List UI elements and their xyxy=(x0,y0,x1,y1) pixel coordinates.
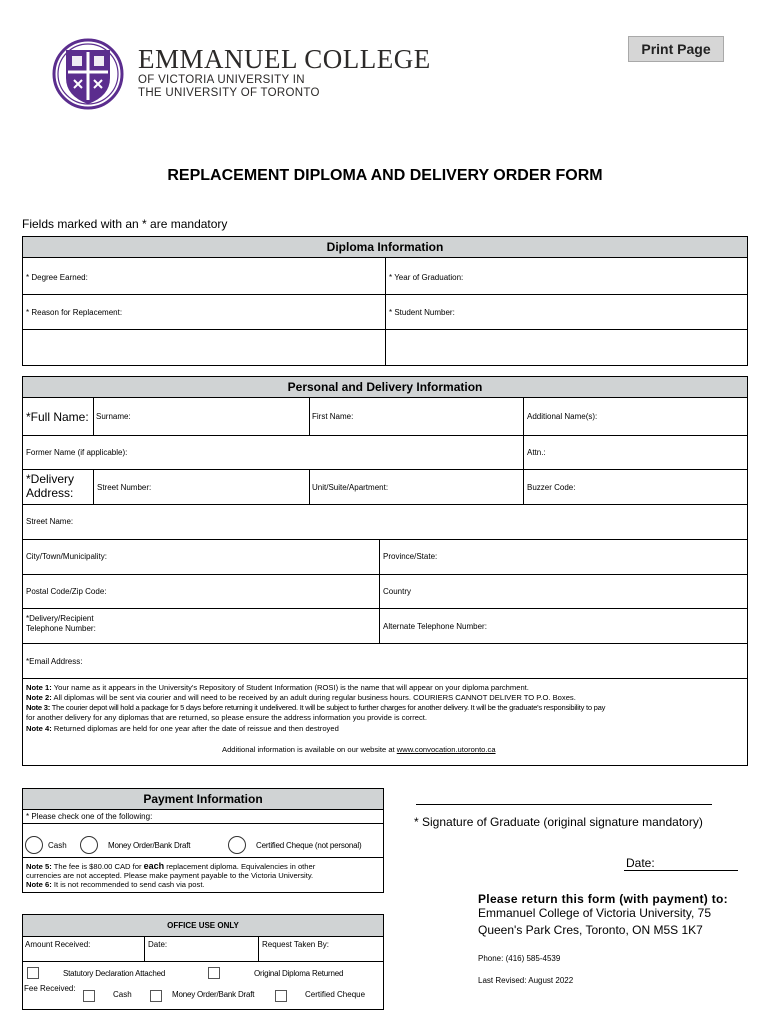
college-subtitle xyxy=(138,74,320,100)
surname-field[interactable] xyxy=(140,400,306,433)
province-label: Province/State: xyxy=(383,552,438,561)
recipient-phone-label xyxy=(26,614,96,634)
statutory-checkbox[interactable] xyxy=(27,967,39,979)
buzzer-code-field[interactable] xyxy=(580,471,745,502)
additional-names-field[interactable] xyxy=(610,400,745,433)
delivery-address-line2: Address: xyxy=(26,486,74,500)
form-title: REPLACEMENT DIPLOMA AND DELIVERY ORDER FORM xyxy=(167,167,603,184)
college-name: EMMANUEL COLLEGE xyxy=(138,44,431,74)
amount-received-label: Amount Received: xyxy=(25,940,91,949)
date-label: Date: xyxy=(626,856,655,870)
cash-label: Cash xyxy=(48,841,67,850)
mandatory-note: Fields marked with an * are mandatory xyxy=(22,217,228,231)
street-name-label: Street Name: xyxy=(26,517,74,526)
street-name-field[interactable] xyxy=(80,506,745,537)
signature-line[interactable] xyxy=(416,804,712,805)
diploma-heading: Diploma Information xyxy=(22,236,748,258)
attn-field[interactable] xyxy=(555,437,745,467)
cash-radio[interactable] xyxy=(25,836,43,854)
original-returned-checkbox[interactable] xyxy=(208,967,220,979)
postal-code-label: Postal Code/Zip Code: xyxy=(26,587,107,596)
office-heading: OFFICE USE ONLY xyxy=(22,914,384,937)
fee-received-label: Fee Received: xyxy=(24,984,76,993)
phone-number: Phone: (416) 585-4539 xyxy=(478,954,561,963)
delivery-address-line1: *Delivery xyxy=(26,472,75,486)
city-field[interactable] xyxy=(120,541,376,572)
fee-cheque-checkbox[interactable] xyxy=(275,990,287,1002)
additional-info: Additional information is available on our website at www.convocation.utoronto.ca xyxy=(222,745,496,754)
money-order-label: Money Order/Bank Draft xyxy=(108,841,191,850)
note-1: Note 1: Your name as it appears in the University's Repository of Student Information (ROSI) is the name that will appear on your diploma parchment. xyxy=(26,683,529,692)
email-label: *Email Address: xyxy=(26,657,83,666)
certified-cheque-radio[interactable] xyxy=(228,836,246,854)
fee-money-order-checkbox[interactable] xyxy=(150,990,162,1002)
website-link[interactable]: www.convocation.utoronto.ca xyxy=(396,745,496,754)
unit-label: Unit/Suite/Apartment: xyxy=(312,483,389,492)
additional-names-label: Additional Name(s): xyxy=(527,412,598,421)
street-number-field[interactable] xyxy=(160,471,306,502)
year-of-graduation-label: * Year of Graduation: xyxy=(389,273,464,282)
return-heading: Please return this form (with payment) to: xyxy=(478,892,728,906)
former-name-field[interactable] xyxy=(140,437,520,467)
fee-cash-checkbox[interactable] xyxy=(83,990,95,1002)
province-field[interactable] xyxy=(450,541,745,572)
return-address-2: Queen's Park Cres, Toronto, ON M5S 1K7 xyxy=(478,923,703,937)
fee-money-order-label: Money Order/Bank Draft xyxy=(172,990,255,999)
return-address-1: Emmanuel College of Victoria University, 75 xyxy=(478,906,711,920)
note-5-cont: currencies are not accepted. Please make payment payable to the Victoria University. xyxy=(26,871,314,880)
buzzer-code-label: Buzzer Code: xyxy=(527,483,576,492)
note-3-cont: for another delivery for any diplomas that are returned, so please ensure the address information you provide is correct. xyxy=(26,713,427,722)
full-name-label: *Full Name: xyxy=(26,410,89,424)
fee-cheque-label: Certified Cheque xyxy=(305,990,366,999)
office-date-label: Date: xyxy=(148,940,168,949)
first-name-field[interactable] xyxy=(360,400,520,433)
alternate-phone-label: Alternate Telephone Number: xyxy=(383,622,487,631)
note-4: Note 4: Returned diplomas are held for one year after the date of reissue and then destroyed xyxy=(26,724,339,733)
former-name-label: Former Name (if applicable): xyxy=(26,448,128,457)
delivery-address-label xyxy=(26,472,74,500)
recipient-phone-line1: *Delivery/Recipient xyxy=(26,614,94,623)
postal-code-field[interactable] xyxy=(120,576,376,606)
unit-field[interactable] xyxy=(400,471,520,502)
country-field[interactable] xyxy=(420,576,745,606)
note-5: Note 5: The fee is $80.00 CAD for each replacement diploma. Equivalencies in other xyxy=(26,861,316,871)
recipient-phone-line2: Telephone Number: xyxy=(26,624,96,633)
college-sub-line1: OF VICTORIA UNIVERSITY IN xyxy=(138,74,305,86)
money-order-radio[interactable] xyxy=(80,836,98,854)
reason-label: * Reason for Replacement: xyxy=(26,308,123,317)
fee-cash-label: Cash xyxy=(113,990,132,999)
country-label: Country xyxy=(383,587,412,596)
note-2: Note 2: All diplomas will be sent via courier and will need to be received by an adult during regular business hours. COURIERS CANNOT DELIVER TO P.O. Boxes. xyxy=(26,693,576,702)
statutory-label: Statutory Declaration Attached xyxy=(63,969,166,978)
first-name-label: First Name: xyxy=(312,412,354,421)
print-page-button[interactable]: Print Page xyxy=(628,36,724,62)
street-number-label: Street Number: xyxy=(97,483,152,492)
student-number-field[interactable] xyxy=(389,331,745,363)
reason-field[interactable] xyxy=(26,331,382,363)
personal-heading: Personal and Delivery Information xyxy=(22,376,748,398)
email-field[interactable] xyxy=(95,645,745,676)
city-label: City/Town/Municipality: xyxy=(26,552,107,561)
note-6: Note 6: It is not recommended to send cash via post. xyxy=(26,880,205,889)
original-returned-label: Original Diploma Returned xyxy=(254,969,344,978)
signature-label: * Signature of Graduate (original signature mandatory) xyxy=(414,815,703,829)
student-number-label: * Student Number: xyxy=(389,308,455,317)
last-revised: Last Revised: August 2022 xyxy=(478,976,574,985)
alternate-phone-field[interactable] xyxy=(505,610,745,641)
degree-earned-field[interactable] xyxy=(100,260,382,292)
degree-earned-label: * Degree Earned: xyxy=(26,273,88,282)
certified-cheque-label: Certified Cheque (not personal) xyxy=(256,841,362,850)
payment-heading: Payment Information xyxy=(22,788,384,810)
surname-label: Surname: xyxy=(96,412,131,421)
date-line[interactable] xyxy=(624,870,738,871)
attn-label: Attn.: xyxy=(527,448,546,457)
note-3: Note 3: The courier depot will hold a package for 5 days before returning it undelivered. It will be subject to further charges for another delivery. It will be the graduate's responsibility to pay xyxy=(26,703,606,712)
crest-icon xyxy=(52,38,124,110)
request-taken-label: Request Taken By: xyxy=(262,940,330,949)
college-sub-line2: THE UNIVERSITY OF TORONTO xyxy=(138,87,320,99)
year-of-graduation-field[interactable] xyxy=(475,260,745,292)
recipient-phone-field[interactable] xyxy=(110,610,376,641)
payment-check-note: * Please check one of the following: xyxy=(26,812,153,821)
